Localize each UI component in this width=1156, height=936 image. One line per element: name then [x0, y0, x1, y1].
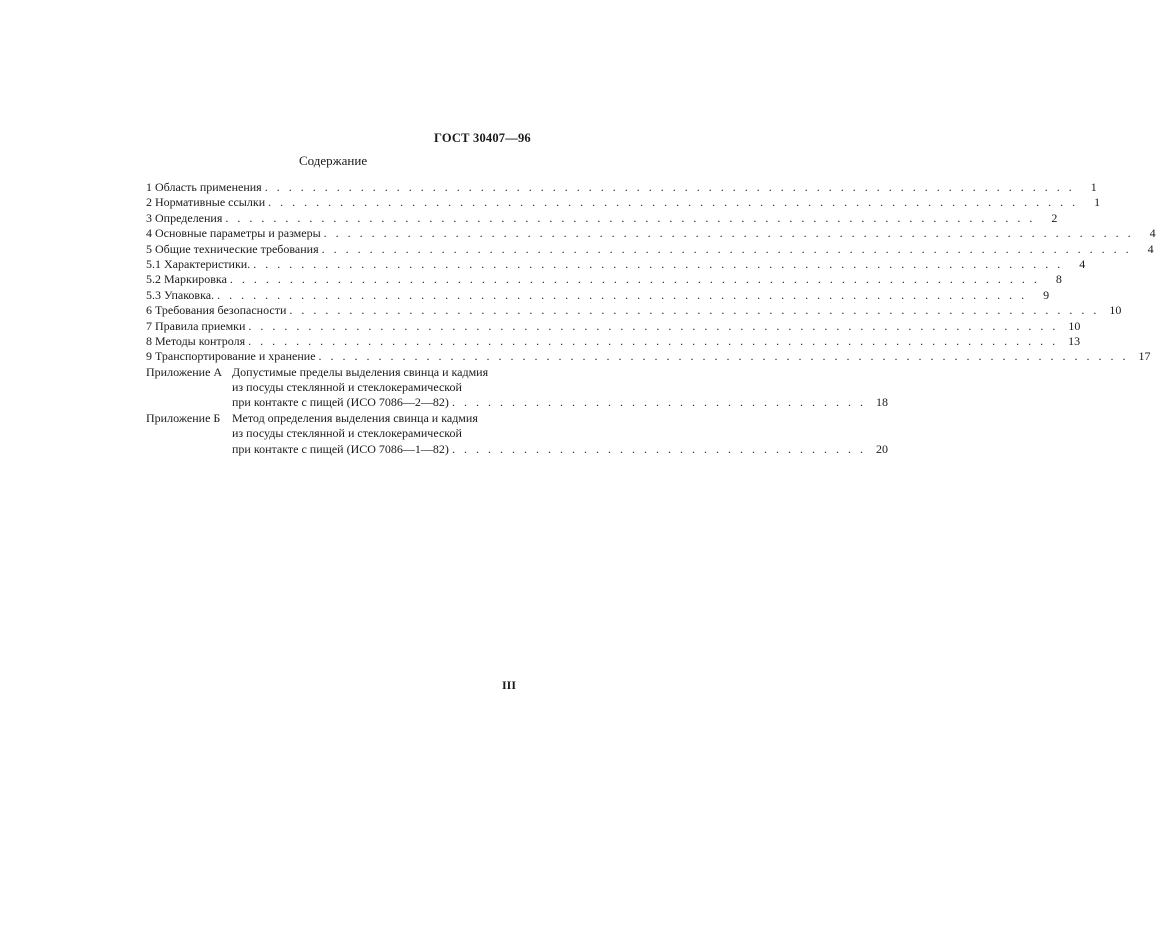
appendix-title-line: Допустимые пределы выделения свинца и кадмия — [232, 364, 489, 379]
dot-leader — [230, 272, 1040, 287]
dot-leader — [268, 195, 1078, 210]
toc-entry-label: 3 Определения — [146, 210, 223, 225]
toc-entry-page: 4 — [1149, 226, 1156, 241]
toc-entry-label: 5.1 Характеристики. — [146, 256, 251, 271]
toc-entry-page: 8 — [1055, 272, 1062, 287]
toc-entry-page: 13 — [1068, 333, 1081, 348]
toc-entry — [146, 349, 1151, 364]
dot-leader — [248, 334, 1058, 349]
toc-entry-page: 1 — [1090, 180, 1097, 194]
appendix-page: 20 — [875, 441, 888, 456]
toc-entry — [146, 226, 1156, 241]
dot-leader — [324, 226, 1134, 241]
dot-leader — [265, 180, 1075, 195]
toc-entry — [146, 210, 1058, 226]
appendix-title-last-line — [232, 442, 888, 457]
toc-entry-page: 4 — [1147, 241, 1154, 256]
dot-leader — [289, 303, 1099, 318]
toc-appendix-b — [146, 410, 888, 457]
toc-entry — [146, 272, 1062, 287]
appendix-label: Приложение А — [146, 364, 223, 379]
appendix-title — [232, 365, 888, 411]
dot-leader — [449, 395, 866, 410]
toc-entry-page: 9 — [1043, 287, 1050, 302]
standard-code: ГОСТ 30407—96 — [434, 131, 531, 145]
dot-leader — [248, 319, 1058, 334]
toc-entry-label: 6 Требования безопасности — [146, 303, 287, 318]
appendix-title-line: из посуды стеклянной и стеклокерамической — [232, 426, 462, 441]
appendix-title-last-line — [232, 395, 888, 410]
dot-leader — [253, 257, 1063, 272]
toc-entry-page: 4 — [1079, 256, 1086, 271]
page-number: III — [502, 678, 517, 692]
appendix-label: Приложение Б — [146, 410, 221, 425]
toc-entry — [146, 318, 1081, 334]
toc-appendix-a — [146, 364, 888, 411]
toc-entry-page: 1 — [1094, 195, 1101, 210]
appendix-title-line: при контакте с пищей (ИСО 7086—1—82) — [232, 441, 449, 456]
toc-entry-label: 1 Область применения — [146, 180, 262, 194]
toc-entry — [146, 241, 1154, 257]
toc-entry-label: 4 Основные параметры и размеры — [146, 226, 321, 241]
toc-entry-page: 10 — [1109, 303, 1122, 318]
toc-entry — [146, 303, 1122, 318]
dot-leader — [449, 442, 866, 457]
toc-entry-label: 8 Методы контроля — [146, 333, 246, 348]
toc-title: Содержание — [299, 153, 368, 168]
appendix-title-line: из посуды стеклянной и стеклокерамической — [232, 380, 462, 395]
appendix-title-line: Метод определения выделения свинца и кадмия — [232, 410, 478, 425]
dot-leader — [225, 211, 1035, 226]
toc-entry-label: 5.3 Упаковка. — [146, 287, 215, 302]
toc-entry-label: 7 Правила приемки — [146, 318, 246, 333]
toc-entry-label: 2 Нормативные ссылки — [146, 195, 266, 210]
dot-leader — [319, 349, 1129, 364]
toc-entry — [146, 256, 1086, 272]
appendix-title — [232, 411, 888, 457]
toc-entry-page: 2 — [1051, 210, 1058, 225]
toc-entry-label: 5.2 Маркировка — [146, 272, 227, 287]
dot-leader — [322, 242, 1132, 257]
table-of-contents — [146, 180, 1156, 457]
toc-entry-label: 9 Транспортирование и хранение — [146, 349, 316, 364]
toc-entry — [146, 333, 1081, 349]
appendix-page: 18 — [875, 395, 888, 410]
toc-entry-page: 10 — [1068, 318, 1081, 333]
appendix-title-line: при контакте с пищей (ИСО 7086—2—82) — [232, 395, 449, 410]
toc-entry-page: 17 — [1138, 349, 1151, 364]
toc-entry — [146, 180, 1097, 195]
toc-entry — [146, 287, 1050, 303]
dot-leader — [217, 288, 1027, 303]
toc-entry — [146, 195, 1101, 210]
toc-entry-label: 5 Общие технические требования — [146, 241, 319, 256]
